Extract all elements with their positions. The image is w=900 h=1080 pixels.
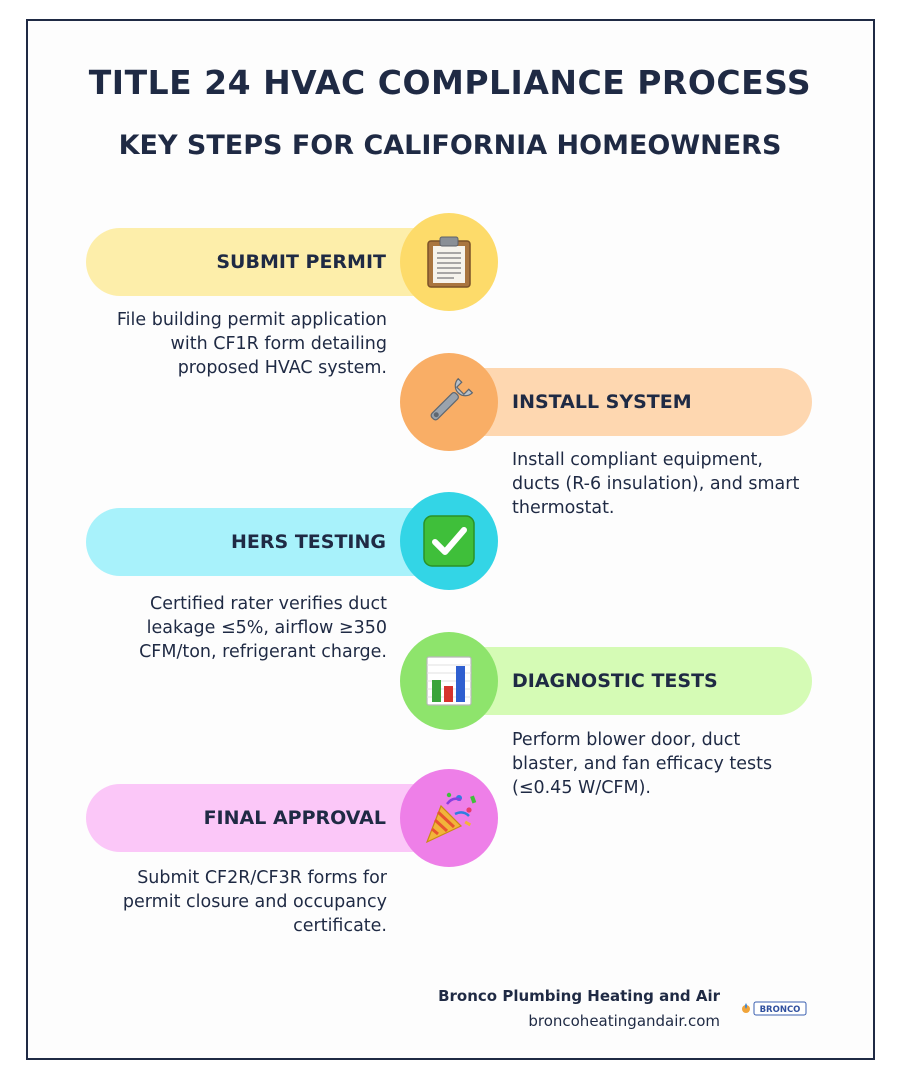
page-subtitle: KEY STEPS FOR CALIFORNIA HOMEOWNERS bbox=[118, 130, 782, 161]
bar-chart-icon bbox=[426, 656, 472, 706]
clipboard-icon bbox=[426, 236, 472, 288]
step-circle-diagnostic-tests bbox=[400, 632, 498, 730]
step-label: DIAGNOSTIC TESTS bbox=[512, 670, 718, 692]
step-label: SUBMIT PERMIT bbox=[216, 251, 386, 273]
step-label: INSTALL SYSTEM bbox=[512, 391, 692, 413]
check-mark-icon bbox=[423, 515, 475, 567]
step-description: Submit CF2R/CF3R forms for permit closure and occupancy certificate. bbox=[122, 868, 387, 936]
step-description: Perform blower door, duct blaster, and fan efficacy tests (≤0.45 W/CFM). bbox=[512, 730, 773, 798]
step-circle-submit-permit bbox=[400, 213, 498, 311]
page-title: TITLE 24 HVAC COMPLIANCE PROCESS bbox=[88, 63, 812, 102]
footer-company-name: Bronco Plumbing Heating and Air bbox=[438, 987, 720, 1005]
step-pill-diagnostic-tests bbox=[450, 647, 812, 715]
step-circle-final-approval bbox=[400, 769, 498, 867]
step-label: HERS TESTING bbox=[231, 531, 386, 553]
step-circle-install-system bbox=[400, 353, 498, 451]
step-description: File building permit application with CF1R form detailing proposed HVAC system. bbox=[116, 310, 387, 378]
step-pill-final-approval bbox=[86, 784, 446, 852]
party-popper-icon bbox=[419, 788, 479, 848]
step-pill-install-system bbox=[450, 368, 812, 436]
logo-text: BRONCO bbox=[759, 1005, 801, 1015]
step-pill-hers-testing bbox=[86, 508, 446, 576]
step-label: FINAL APPROVAL bbox=[203, 807, 386, 829]
step-pill-submit-permit bbox=[86, 228, 446, 296]
step-circle-hers-testing bbox=[400, 492, 498, 590]
step-description: Install compliant equipment, ducts (R-6 insulation), and smart thermostat. bbox=[512, 450, 800, 518]
footer-website-link[interactable]: broncoheatingandair.com bbox=[528, 1012, 720, 1030]
company-logo bbox=[740, 998, 810, 1020]
step-description: Certified rater verifies duct leakage ≤5%, airflow ≥350 CFM/ton, refrigerant charge. bbox=[139, 594, 387, 662]
wrench-icon bbox=[422, 375, 476, 429]
